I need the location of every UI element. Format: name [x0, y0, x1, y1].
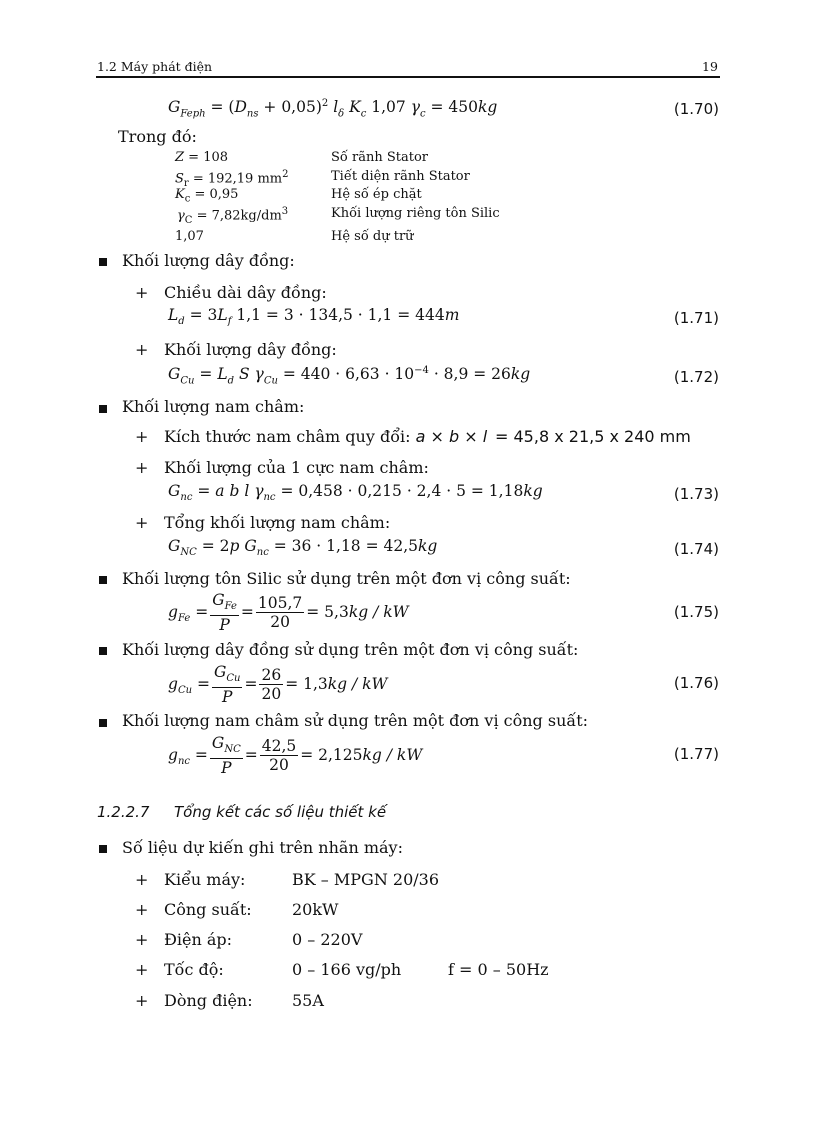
bullet-copper-per-power: Khối lượng dây đồng sử dụng trên một đơn vị công suất: — [122, 640, 579, 659]
trong-do-label: Trong đó: — [118, 127, 197, 146]
sub-copper-length: Chiều dài dây đồng: — [164, 283, 327, 302]
param-z-desc: Số rãnh Stator — [331, 150, 428, 165]
running-header-section: 1.2 Máy phát điện — [97, 59, 213, 74]
plus-marker: + — [135, 870, 149, 889]
bullet-magnet-per-power: Khối lượng nam châm sử dụng trên một đơn vị công suất: — [122, 711, 589, 730]
bullet-marker — [99, 258, 107, 266]
equation-1-72: $G_{Cu} = L_d$ S $\gamma_{Cu} = 440 \cdot 6,63 \cdot 10^{-4} \cdot 8,9 = 26kg$ — [168, 365, 531, 387]
param-z-symbol: Z = 108 — [175, 150, 229, 165]
bullet-copper-mass: Khối lượng dây đồng: — [122, 251, 295, 270]
equation-number-1-71: (1.71) — [673, 309, 719, 327]
spec-value: 0 – 220V — [292, 930, 363, 949]
param-gamma-symbol: $\gamma_C = 7,82kg/dm^3$ — [177, 206, 289, 226]
bullet-marker — [99, 576, 107, 584]
equation-1-70: $G_{Feph} = (D_{ns} + 0,05)^2$ $l_\delta$ $K_c$ 1,07 $\gamma_c = 450kg$ — [168, 98, 498, 120]
param-reserve-desc: Hệ số dự trữ — [331, 229, 414, 244]
param-k-symbol: $K_c = 0,95$ — [175, 187, 239, 205]
bullet-silicon-per-power: Khối lượng tôn Silic sử dụng trên một đơn vị công suất: — [122, 569, 571, 588]
sub-magnet-dimensions-value: = 45,8 x 21,5 x 240 mm — [495, 427, 691, 446]
equation-1-73: $G_{nc} = a$ b l $\gamma_{nc} = 0,458 \cdot 0,215 \cdot 2,4 \cdot 5 = 1,18kg$ — [168, 482, 543, 504]
bullet-magnet-mass: Khối lượng nam châm: — [122, 397, 305, 416]
header-rule — [96, 76, 720, 78]
spec-label: Tốc độ: — [164, 960, 224, 979]
param-gamma-desc: Khối lượng riêng tôn Silic — [331, 206, 500, 221]
plus-marker: + — [135, 991, 149, 1010]
spec-label: Điện áp: — [164, 930, 233, 949]
equation-1-75: $g_{Fe}$ = $\frac{G_{Fe}}{P}$ = $\frac{105,7}{20}$ = 5,3kg / kW — [168, 591, 409, 635]
sub-copper-mass: Khối lượng dây đồng: — [164, 340, 337, 359]
plus-marker: + — [135, 513, 149, 532]
bullet-nameplate: Số liệu dự kiến ghi trên nhãn máy: — [122, 838, 403, 857]
equation-number-1-72: (1.72) — [673, 368, 719, 386]
section-number: 1.2.2.7 — [97, 803, 150, 821]
spec-label: Dòng điện: — [164, 991, 253, 1010]
param-k-desc: Hệ số ép chặt — [331, 187, 422, 202]
spec-value: BK – MPGN 20/36 — [292, 870, 440, 889]
spec-value: 20kW — [292, 900, 339, 919]
equation-number-1-77: (1.77) — [673, 745, 719, 763]
equation-1-77: $g_{nc}$ = $\frac{G_{NC}}{P}$ = $\frac{42,5}{20}$ = 2,125kg / kW — [168, 734, 423, 778]
equation-number-1-70: (1.70) — [673, 100, 719, 118]
param-s-desc: Tiết diện rãnh Stator — [331, 169, 470, 184]
param-s-symbol: $S_r = 192,19$ $mm^2$ — [175, 169, 289, 189]
equation-1-71: $L_d = 3L_f$ 1,1 = 3 · 134,5 · 1,1 = 444m — [168, 306, 460, 328]
param-reserve-symbol: 1,07 — [175, 229, 204, 244]
sub-magnet-dimensions: Kích thước nam châm quy đổi: a × b × l — [164, 427, 488, 446]
spec-label: Kiểu máy: — [164, 870, 246, 889]
spec-label: Công suất: — [164, 900, 252, 919]
bullet-marker — [99, 719, 107, 727]
plus-marker: + — [135, 930, 149, 949]
equation-number-1-75: (1.75) — [673, 603, 719, 621]
plus-marker: + — [135, 427, 149, 446]
equation-1-76: $g_{Cu}$ = $\frac{G_{Cu}}{P}$ = $\frac{26}{20}$ = 1,3kg / kW — [168, 663, 388, 707]
spec-value: 55A — [292, 991, 324, 1010]
plus-marker: + — [135, 458, 149, 477]
plus-marker: + — [135, 900, 149, 919]
page-number: 19 — [702, 59, 718, 74]
plus-marker: + — [135, 283, 149, 302]
equation-number-1-73: (1.73) — [673, 485, 719, 503]
sub-pole-mass: Khối lượng của 1 cực nam châm: — [164, 458, 429, 477]
equation-number-1-76: (1.76) — [673, 674, 719, 692]
sub-total-magnet-mass: Tổng khối lượng nam châm: — [164, 513, 391, 532]
bullet-marker — [99, 647, 107, 655]
bullet-marker — [99, 405, 107, 413]
equation-1-74: $G_{NC} = 2p$ $G_{nc} = 36 \cdot 1,18 = 42,5kg$ — [168, 537, 438, 559]
equation-number-1-74: (1.74) — [673, 540, 719, 558]
spec-value: 0 – 166 vg/ph — [292, 960, 402, 979]
spec-extra: f = 0 – 50Hz — [448, 960, 549, 979]
bullet-marker — [99, 845, 107, 853]
section-title: Tổng kết các số liệu thiết kế — [174, 803, 387, 821]
plus-marker: + — [135, 960, 149, 979]
plus-marker: + — [135, 340, 149, 359]
